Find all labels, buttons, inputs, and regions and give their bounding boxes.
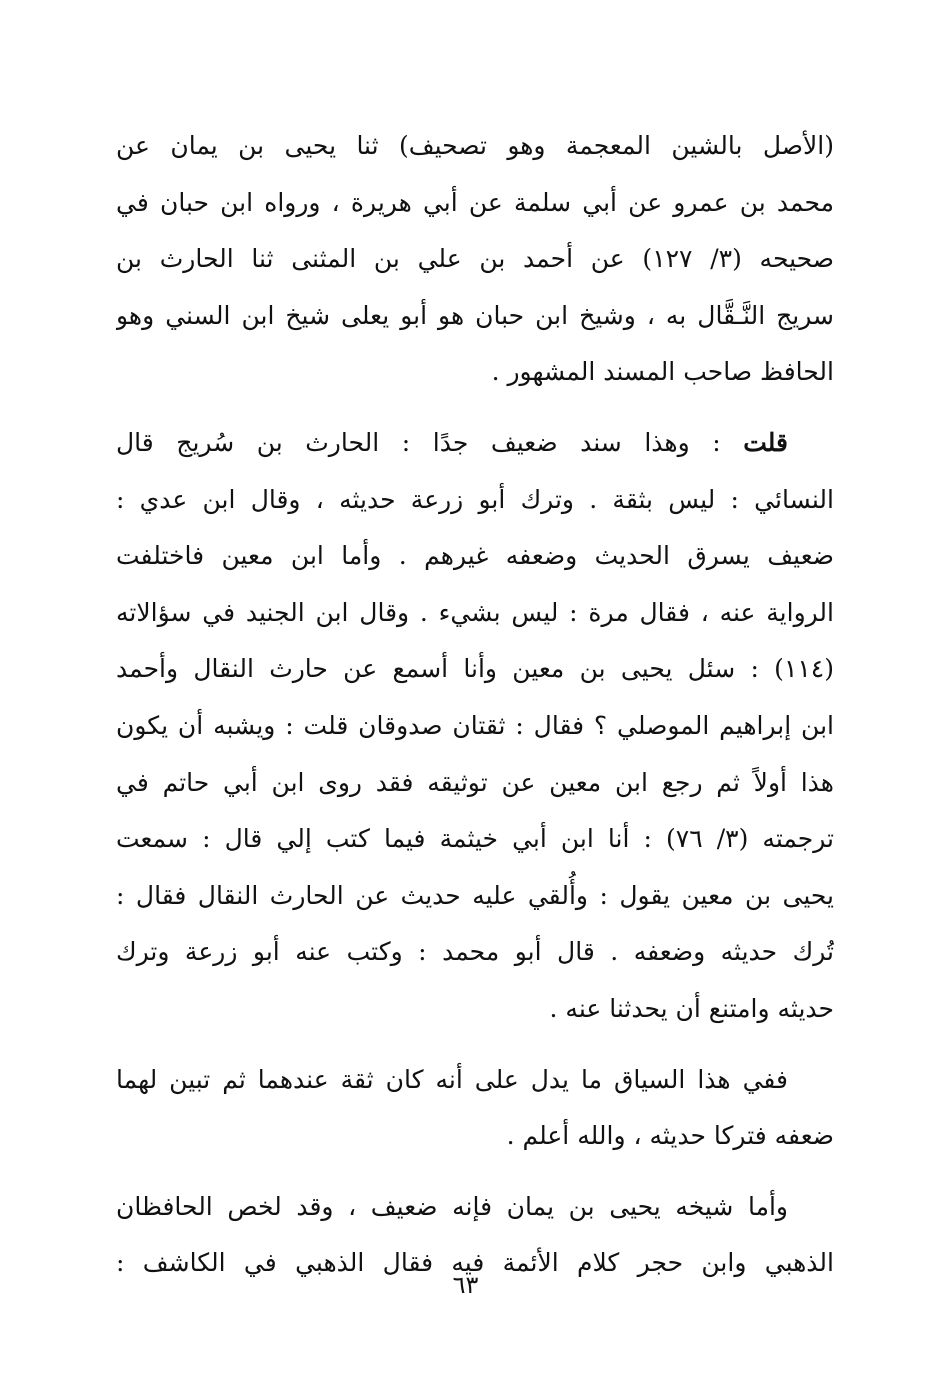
text-line: حديثه وامتنع أن يحدثنا عنه . <box>549 993 834 1023</box>
text-line: تُرك حديثه وضعفه . قال أبو محمد : وكتب عنه أبو زرعة وترك <box>116 937 834 967</box>
text-line: ففي هذا السياق ما يدل على أنه كان ثقة عندهما ثم تبين لهما <box>116 1064 788 1094</box>
text-line: ابن إبراهيم الموصلي ؟ فقال : ثقتان صدوقان قلت : ويشبه أن يكون <box>116 710 834 740</box>
text-line: ضعيف يسرق الحديث وضعفه غيرهم . وأما ابن معين فاختلفت <box>116 541 834 571</box>
text-line: وأما شيخه يحيى بن يمان فإنه ضعيف ، وقد لخص الحافظان <box>116 1191 788 1221</box>
page-body-text <box>116 118 834 1292</box>
text-line: سريج النَّـقَّال به ، وشيخ ابن حبان هو أبو يعلى شيخ ابن السني وهو <box>116 300 834 330</box>
text-line: (الأصل بالشين المعجمة وهو تصحيف) ثنا يحيى بن يمان عن <box>116 131 834 160</box>
text-line: ضعفه فتركا حديثه ، والله أعلم . <box>506 1121 834 1151</box>
lead-line-rest: : وهذا سند ضعيف جدًا : الحارث بن سُريج قال <box>116 427 721 457</box>
text-line: الحافظ صاحب المسند المشهور . <box>491 357 834 387</box>
text-line: يحيى بن معين يقول : وأُلقي عليه حديث عن الحارث النقال فقال : <box>116 880 834 910</box>
text-line: النسائي : ليس بثقة . وترك أبو زرعة حديثه ، وقال ابن عدي : <box>116 484 834 514</box>
text-line: الذهبي وابن حجر كلام الأئمة فيه فقال الذهبي في الكاشف : <box>116 1248 834 1278</box>
page-number: ٦٣ <box>452 1271 479 1299</box>
text-line: صحيحه (٣/ ١٢٧) عن أحمد بن علي بن المثنى ثنا الحارث بن <box>116 244 834 274</box>
text-line-lead <box>116 415 834 472</box>
text-line: (١١٤) : سئل يحيى بن معين وأنا أسمع عن حارث النقال وأحمد <box>116 654 834 684</box>
text-line: محمد بن عمرو عن أبي سلمة عن أبي هريرة ، ورواه ابن حبان في <box>116 187 834 217</box>
text-line: هذا أولاً ثم رجع ابن معين عن توثيقه فقد روى ابن أبي حاتم في <box>116 767 834 797</box>
paragraph-3 <box>116 1052 834 1165</box>
paragraph-1 <box>116 118 834 401</box>
text-line: الرواية عنه ، فقال مرة : ليس بشيء . وقال ابن الجنيد في سؤالاته <box>116 597 834 627</box>
paragraph-2 <box>116 415 834 1038</box>
text-line: ترجمته (٣/ ٧٦) : أنا ابن أبي خيثمة فيما كتب إلي قال : سمعت <box>116 824 834 854</box>
lead-word: قلت <box>743 427 788 457</box>
